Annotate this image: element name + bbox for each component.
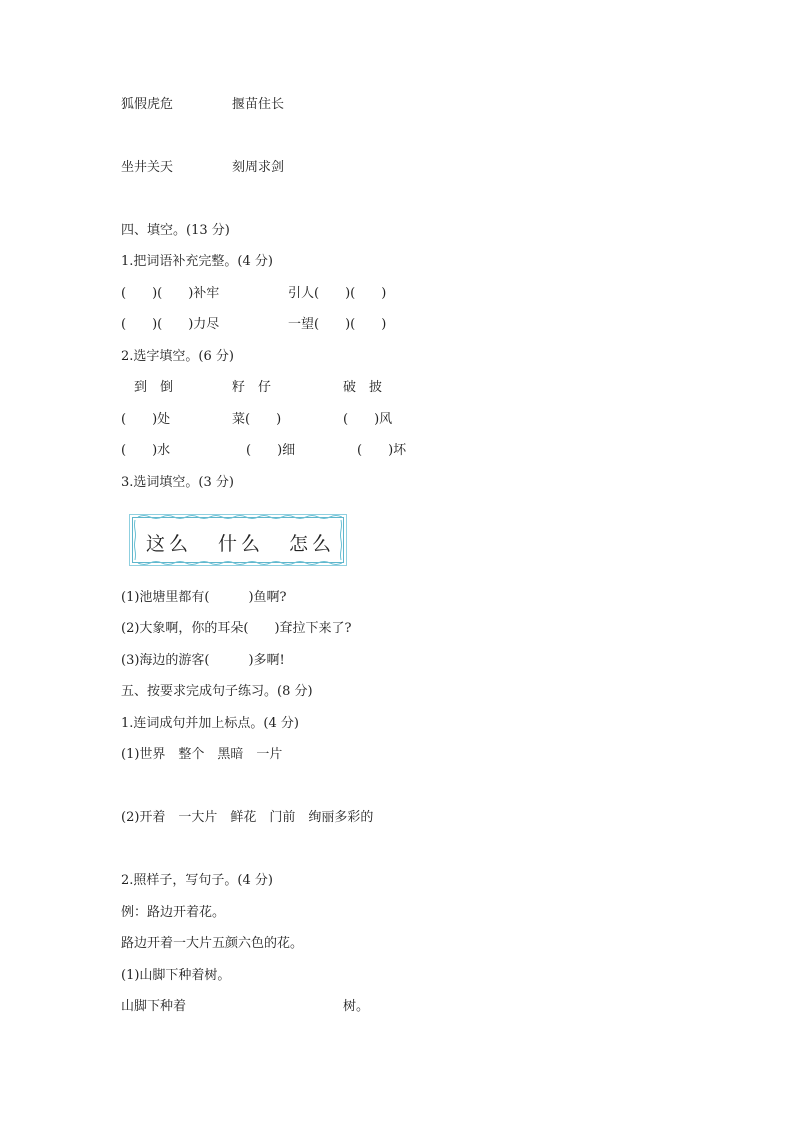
- q2-title: 2.选字填空。(6 分): [121, 349, 234, 364]
- section-5-title: 五、按要求完成句子练习。(8 分): [121, 684, 313, 699]
- s5-q2-example-answer: 路边开着一大片五颜六色的花。: [121, 936, 304, 951]
- q3-item-3: (3)海边的游客( )多啊!: [121, 653, 285, 668]
- q2-char-group-1: 到 倒: [134, 380, 174, 395]
- s5-q2-example: 例：路边开着花。: [121, 905, 226, 920]
- s5-q2-fill-start: 山脚下种着: [121, 999, 187, 1014]
- q2-blank-2: 菜( ): [232, 412, 282, 427]
- q1-title: 1.把词语补充完整。(4 分): [121, 254, 273, 269]
- idiom-1: 狐假虎危: [121, 97, 174, 112]
- s5-q2-fill-end: 树。: [343, 999, 370, 1014]
- q2-blank-1: ( )处: [121, 412, 171, 427]
- q2-blank-5: ( )细: [246, 443, 296, 458]
- q2-blank-6: ( )坏: [357, 443, 407, 458]
- q2-char-group-2: 籽 仔: [232, 380, 272, 395]
- word-option-2: 什么: [218, 533, 265, 555]
- q1-blank-4: 一望( )( ): [288, 317, 387, 332]
- q1-blank-3: ( )( )力尽: [121, 317, 220, 332]
- q2-blank-4: ( )水: [121, 443, 171, 458]
- q3-item-2: (2)大象啊，你的耳朵( )耷拉下来了?: [121, 621, 352, 636]
- q3-item-1: (1)池塘里都有( )鱼啊?: [121, 590, 287, 605]
- q3-title: 3.选词填空。(3 分): [121, 475, 234, 490]
- word-option-3: 怎么: [289, 533, 336, 555]
- s5-q2-title: 2.照样子，写句子。(4 分): [121, 873, 273, 888]
- idiom-2: 揠苗住长: [232, 97, 285, 112]
- word-option-1: 这么: [146, 533, 193, 555]
- s5-q1-item-1: (1)世界 整个 黑暗 一片: [121, 747, 283, 762]
- idiom-3: 坐井关天: [121, 160, 174, 175]
- section-4-title: 四、填空。(13 分): [121, 223, 230, 238]
- q1-blank-2: 引人( )( ): [288, 286, 387, 301]
- q2-blank-3: ( )风: [343, 412, 393, 427]
- idiom-4: 刻周求剑: [232, 160, 285, 175]
- s5-q1-item-2: (2)开着 一大片 鲜花 门前 绚丽多彩的: [121, 810, 374, 825]
- s5-q2-item-1: (1)山脚下种着树。: [121, 968, 231, 983]
- q2-char-group-3: 破 披: [343, 380, 383, 395]
- s5-q1-title: 1.连词成句并加上标点。(4 分): [121, 716, 299, 731]
- q1-blank-1: ( )( )补牢: [121, 286, 220, 301]
